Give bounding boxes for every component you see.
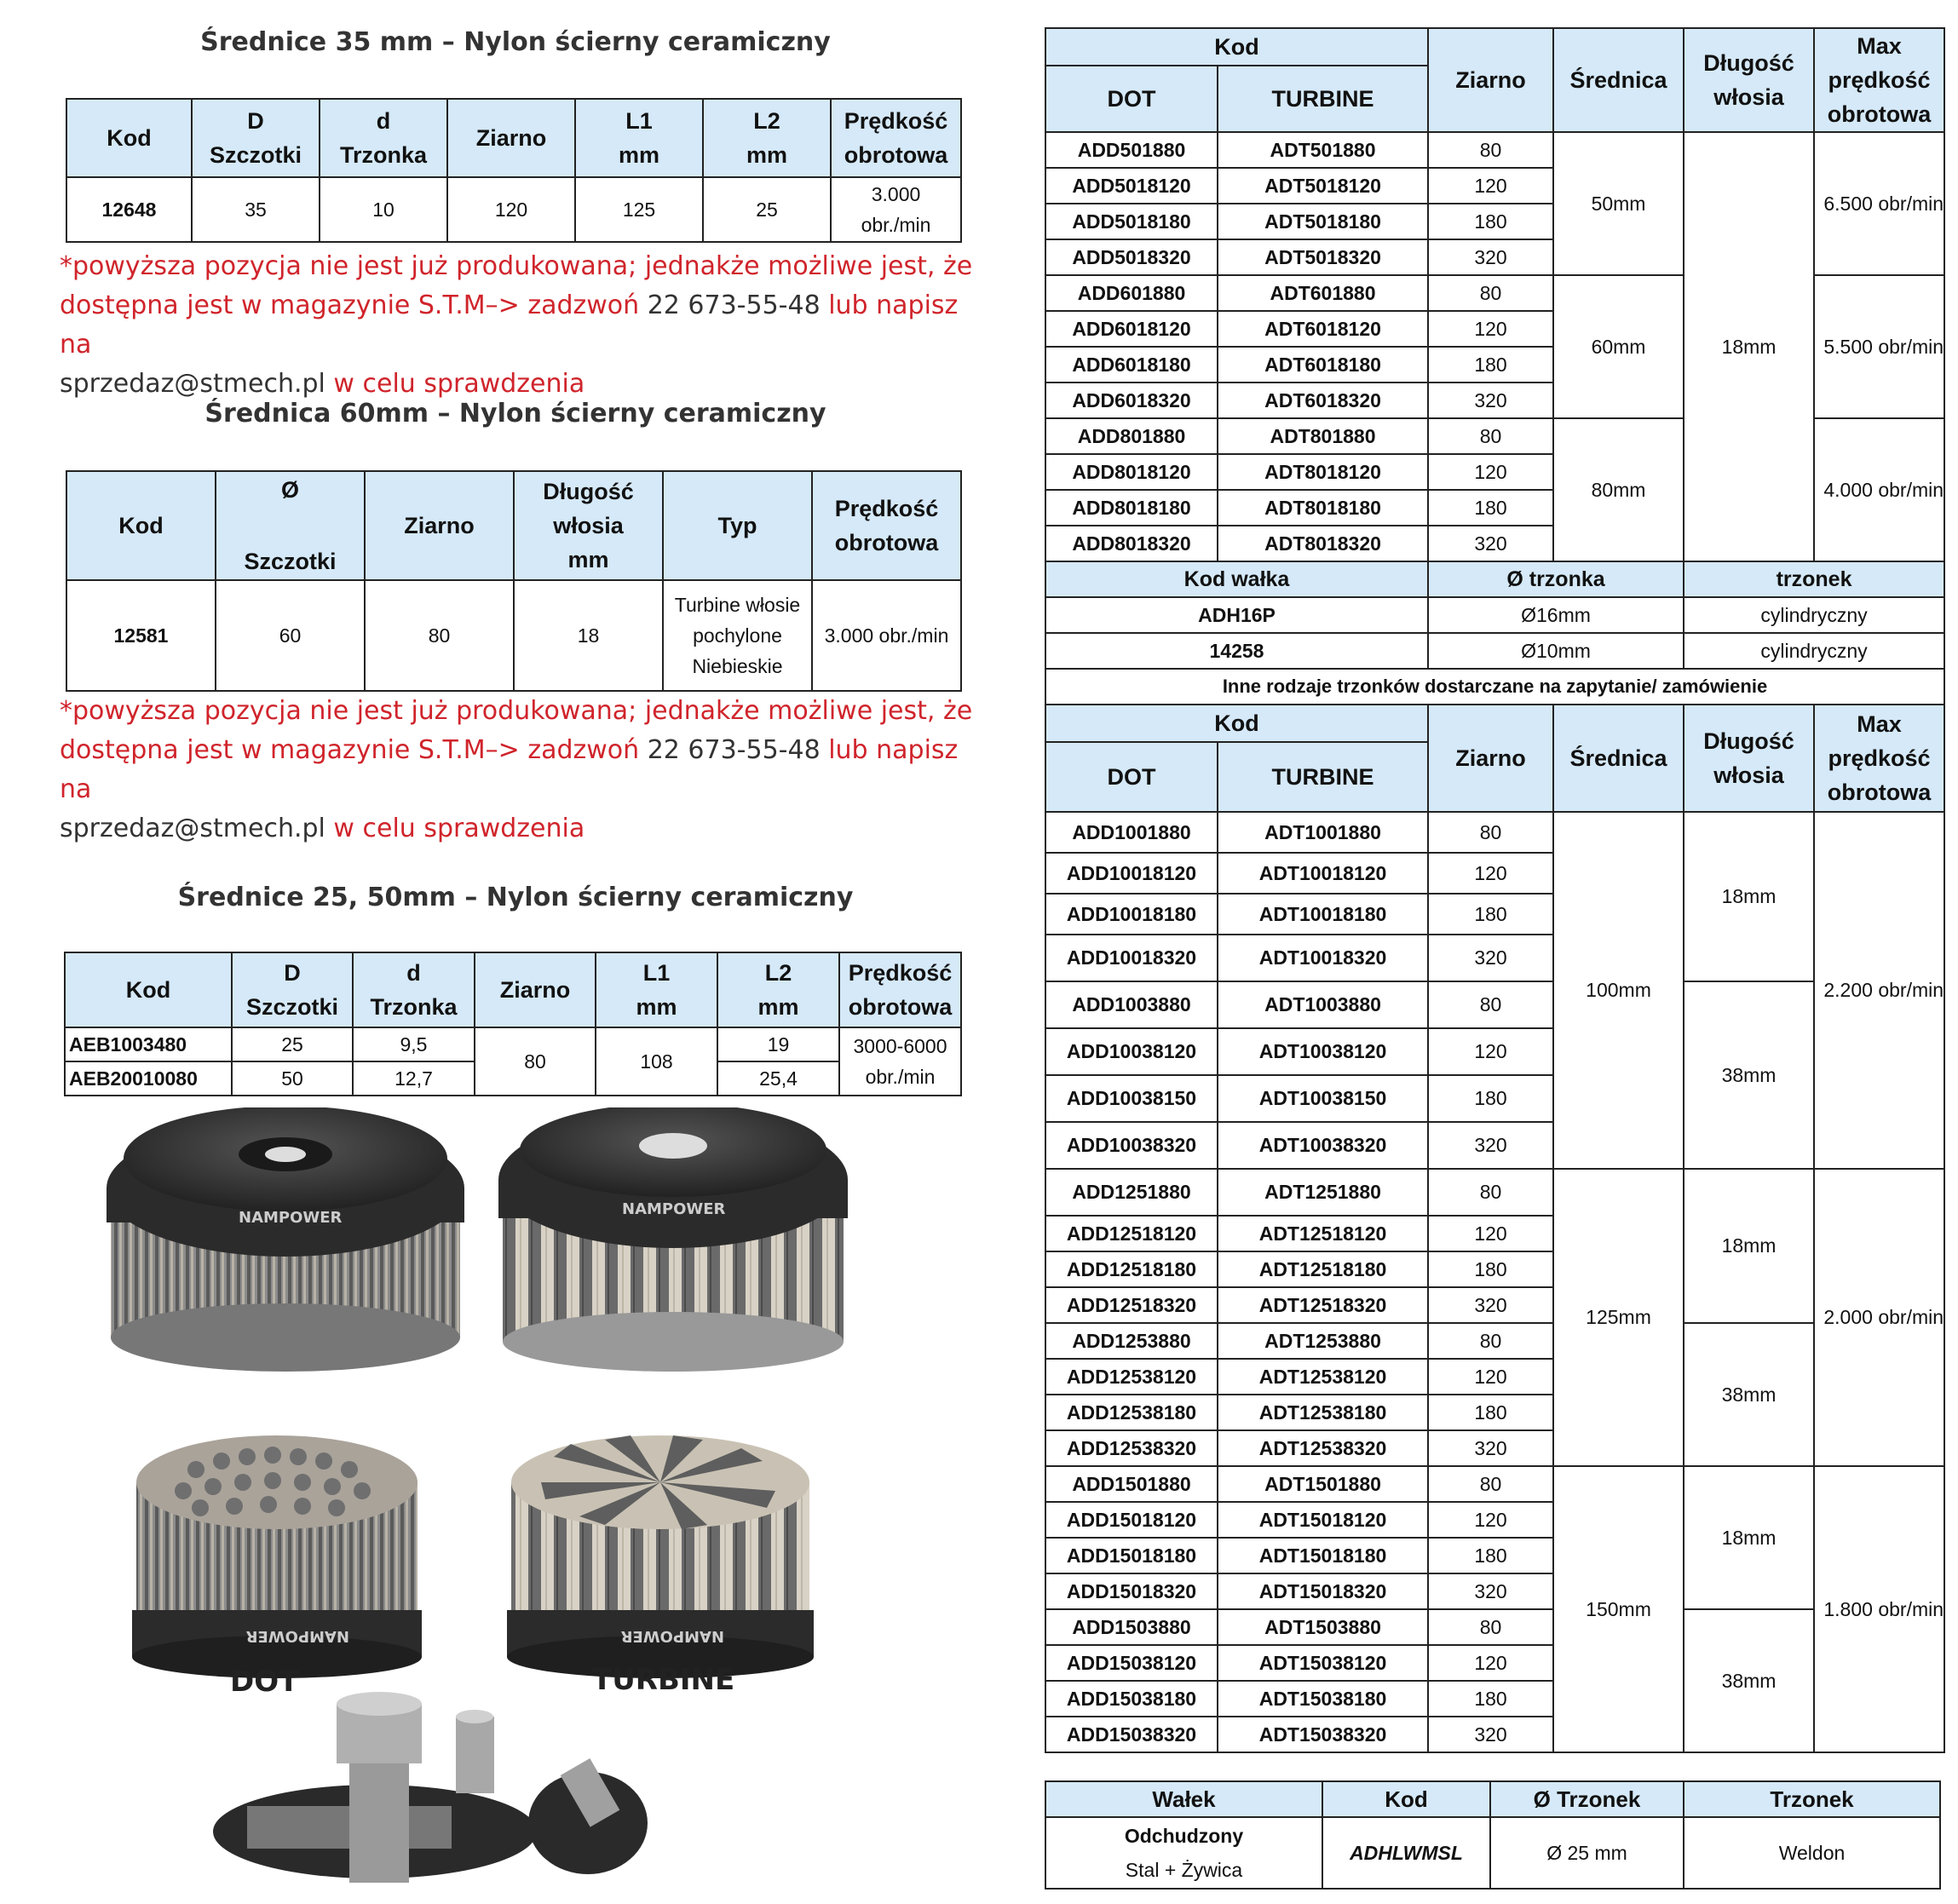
table-row <box>1045 132 1944 168</box>
cell-dot-code: ADD15018320 <box>1045 1573 1218 1609</box>
cell-turbine-code: ADT15018320 <box>1218 1573 1428 1609</box>
table-row <box>1045 812 1944 853</box>
cell-dot-code: ADD6018180 <box>1045 347 1218 383</box>
header-l2: L2 mm <box>703 99 831 177</box>
cell-ziarno: 180 <box>1428 490 1553 526</box>
cell-kod: AEB20010080 <box>65 1061 232 1096</box>
email-link[interactable]: sprzedaz@stmech.pl <box>60 814 325 843</box>
cell-dlugosc: 18 <box>514 580 663 691</box>
cell-ziarno: 80 <box>365 580 514 691</box>
header-kod: Kod <box>1045 28 1428 66</box>
cell-ziarno: 120 <box>1428 1502 1553 1538</box>
cell-kod: ADHLWMSL <box>1322 1817 1490 1889</box>
header-kod: Kod <box>66 99 192 177</box>
header-ziarno: Ziarno <box>1428 28 1553 132</box>
cell-dot-code: ADD8018180 <box>1045 490 1218 526</box>
cell-ziarno: 320 <box>1428 383 1553 418</box>
cell-ziarno: 80 <box>1428 812 1553 853</box>
cell-ziarno: 80 <box>1428 1466 1553 1502</box>
cell-ziarno: 320 <box>1428 526 1553 561</box>
cell-turbine-code: ADT6018180 <box>1218 347 1428 383</box>
cell-turbine-code: ADT15018180 <box>1218 1538 1428 1573</box>
dot-label: DOT <box>230 1665 299 1699</box>
cell-ziarno: 320 <box>1428 935 1553 981</box>
cell-turbine-code: ADT6018320 <box>1218 383 1428 418</box>
cell-turbine-code: ADT501880 <box>1218 132 1428 168</box>
cell-turbine-code: ADT15018120 <box>1218 1502 1428 1538</box>
cell-turbine-code: ADT1251880 <box>1218 1169 1428 1216</box>
cell-dot-code: ADD10038320 <box>1045 1122 1218 1169</box>
cell-dot-code: ADD12518180 <box>1045 1251 1218 1287</box>
cell-dot-code: ADD15038320 <box>1045 1717 1218 1752</box>
cell-dot-code: ADD1253880 <box>1045 1323 1218 1359</box>
table-row <box>1045 981 1944 1028</box>
cell-dot-code: ADD10018320 <box>1045 935 1218 981</box>
walek-typ: cylindryczny <box>1684 597 1944 633</box>
brush-dot-top-view <box>107 1107 464 1372</box>
cell-t: 12,7 <box>353 1061 475 1096</box>
walek-srednica: Ø16mm <box>1428 597 1684 633</box>
header-turbine: TURBINE <box>1218 742 1428 812</box>
cell-ziarno: 320 <box>1428 1430 1553 1466</box>
cell-trzonek: Weldon <box>1684 1817 1940 1889</box>
cell-srednica: 80mm <box>1553 418 1684 561</box>
cell-kod: 12581 <box>66 580 216 691</box>
cell-turbine-code: ADT6018120 <box>1218 311 1428 347</box>
cell-turbine-code: ADT1003880 <box>1218 981 1428 1028</box>
cell-dlugosc: 38mm <box>1684 1323 1814 1466</box>
cell-ziarno: 120 <box>1428 1028 1553 1075</box>
cell-dot-code: ADD601880 <box>1045 275 1218 311</box>
cell-dot-code: ADD1251880 <box>1045 1169 1218 1216</box>
cell-dot-code: ADD5018320 <box>1045 239 1218 275</box>
cell-dot-code: ADD12518320 <box>1045 1287 1218 1323</box>
product-photos <box>94 1107 878 1900</box>
cell-turbine-code: ADT8018320 <box>1218 526 1428 561</box>
cell-turbine-code: ADT12518180 <box>1218 1251 1428 1287</box>
cell-dlugosc: 38mm <box>1684 1609 1814 1752</box>
table-35mm <box>66 98 962 243</box>
cell-ziarno: 180 <box>1428 347 1553 383</box>
cell-ziarno: 320 <box>1428 239 1553 275</box>
cell-dot-code: ADD10038120 <box>1045 1028 1218 1075</box>
brush-dot-side-view <box>132 1435 422 1699</box>
turbine-label: TURBINE <box>592 1663 735 1697</box>
cell-ziarno: 80 <box>1428 1323 1553 1359</box>
cell-ziarno: 80 <box>1428 1169 1553 1216</box>
cell-dot-code: ADD8018120 <box>1045 454 1218 490</box>
svg-text:NAMPOWER: NAMPOWER <box>620 1627 724 1645</box>
cell-ziarno: 80 <box>1428 132 1553 168</box>
cell-dlugosc: 18mm <box>1684 812 1814 981</box>
header-o-trzonka: Ø trzonka <box>1428 561 1684 597</box>
cell-turbine-code: ADT12518320 <box>1218 1287 1428 1323</box>
cell-turbine-code: ADT10018120 <box>1218 853 1428 894</box>
table-right-main <box>1045 27 1945 1753</box>
brush-turbine-top-view <box>498 1107 848 1372</box>
cell-dot-code: ADD801880 <box>1045 418 1218 454</box>
cell-o-trzonek: Ø 25 mm <box>1490 1817 1684 1889</box>
cell-ziarno: 80 <box>1428 418 1553 454</box>
cell-turbine-code: ADT10038120 <box>1218 1028 1428 1075</box>
cell-walek: Odchudzony Stal + Żywica <box>1045 1817 1322 1889</box>
cell-ziarno: 320 <box>1428 1717 1553 1752</box>
cell-dot-code: ADD10018180 <box>1045 894 1218 935</box>
cell-ziarno: 80 <box>1428 981 1553 1028</box>
header-predkosc: Prędkość obrotowa <box>831 99 961 177</box>
cell-srednica: 125mm <box>1553 1169 1684 1466</box>
cell-o: 60 <box>216 580 365 691</box>
cell-turbine-code: ADT1001880 <box>1218 812 1428 853</box>
cell-t: 10 <box>320 177 447 242</box>
header-kod: Kod <box>1322 1781 1490 1817</box>
header-dot: DOT <box>1045 742 1218 812</box>
cell-turbine-code: ADT15038320 <box>1218 1717 1428 1752</box>
cell-max-speed: 2.000 obr/min <box>1814 1169 1944 1466</box>
cell-turbine-code: ADT10018320 <box>1218 935 1428 981</box>
header-ziarno: Ziarno <box>475 952 596 1027</box>
cell-turbine-code: ADT15038180 <box>1218 1681 1428 1717</box>
cell-max-speed: 6.500 obr/min <box>1814 132 1944 275</box>
cell-typ: Turbine włosie pochylone Niebieskie <box>663 580 812 691</box>
cell-turbine-code: ADT10038150 <box>1218 1075 1428 1122</box>
cell-ziarno: 120 <box>1428 1216 1553 1251</box>
header-kod: Kod <box>66 471 216 580</box>
walek-kod: 14258 <box>1045 633 1428 669</box>
cell-ziarno: 320 <box>1428 1122 1553 1169</box>
cell-dot-code: ADD12538180 <box>1045 1395 1218 1430</box>
cell-ziarno: 120 <box>447 177 575 242</box>
cell-dlugosc: 18mm <box>1684 1169 1814 1323</box>
cell-turbine-code: ADT12518120 <box>1218 1216 1428 1251</box>
cell-turbine-code: ADT1253880 <box>1218 1323 1428 1359</box>
cell-l1: 108 <box>596 1027 717 1096</box>
cell-dot-code: ADD1001880 <box>1045 812 1218 853</box>
cell-turbine-code: ADT15038120 <box>1218 1645 1428 1681</box>
cell-dot-code: ADD1501880 <box>1045 1466 1218 1502</box>
cell-turbine-code: ADT5018120 <box>1218 168 1428 204</box>
cell-predkosc: 3000-6000 obr./min <box>839 1027 961 1096</box>
section-title-35mm: Średnice 35 mm – Nylon ścierny ceramiczny <box>200 27 831 57</box>
header-max: Max prędkość obrotowa <box>1814 28 1944 132</box>
svg-text:NAMPOWER: NAMPOWER <box>245 1627 349 1645</box>
header-walek: Wałek <box>1045 1781 1322 1817</box>
cell-turbine-code: ADT1501880 <box>1218 1466 1428 1502</box>
cell-max-speed: 5.500 obr/min <box>1814 275 1944 418</box>
cell-ziarno: 120 <box>1428 853 1553 894</box>
cell-ziarno: 180 <box>1428 1538 1553 1573</box>
cell-l1: 125 <box>575 177 703 242</box>
cell-kod: 12648 <box>66 177 192 242</box>
cell-dot-code: ADD10018120 <box>1045 853 1218 894</box>
cell-l2: 25 <box>703 177 831 242</box>
cell-t: 9,5 <box>353 1027 475 1061</box>
walek-typ: cylindryczny <box>1684 633 1944 669</box>
header-d-szczotki: D Szczotki <box>192 99 320 177</box>
header-dlugosc: Długość włosia mm <box>514 471 663 580</box>
cell-d: 35 <box>192 177 320 242</box>
header-turbine: TURBINE <box>1218 66 1428 132</box>
shaft-adapter-image <box>213 1692 648 1883</box>
cell-max-speed: 2.200 obr/min <box>1814 812 1944 1169</box>
table-row <box>1045 1323 1944 1359</box>
cell-dlugosc: 18mm <box>1684 132 1814 561</box>
cell-srednica: 100mm <box>1553 812 1684 1169</box>
section-title-25-50mm: Średnice 25, 50mm – Nylon ścierny ceramiczny <box>177 883 854 912</box>
table-row <box>1045 1169 1944 1216</box>
cell-turbine-code: ADT12538180 <box>1218 1395 1428 1430</box>
header-kod: Kod <box>65 952 232 1027</box>
cell-predkosc: 3.000 obr./min <box>812 580 961 691</box>
cell-dot-code: ADD15038120 <box>1045 1645 1218 1681</box>
cell-dot-code: ADD6018320 <box>1045 383 1218 418</box>
cell-ziarno: 180 <box>1428 894 1553 935</box>
cell-dot-code: ADD12518120 <box>1045 1216 1218 1251</box>
cell-dot-code: ADD15018180 <box>1045 1538 1218 1573</box>
cell-kod: AEB1003480 <box>65 1027 232 1061</box>
svg-text:NAMPOWER: NAMPOWER <box>239 1209 343 1227</box>
header-l1: L1 mm <box>596 952 717 1027</box>
cell-ziarno: 320 <box>1428 1573 1553 1609</box>
header-d-trzonka: d Trzonka <box>320 99 447 177</box>
cell-turbine-code: ADT1503880 <box>1218 1609 1428 1645</box>
header-srednica: Średnica <box>1553 705 1684 812</box>
cell-l2: 19 <box>717 1027 839 1061</box>
cell-ziarno: 80 <box>1428 275 1553 311</box>
cell-max-speed: 4.000 obr/min <box>1814 418 1944 561</box>
header-ziarno: Ziarno <box>365 471 514 580</box>
cell-dot-code: ADD12538320 <box>1045 1430 1218 1466</box>
cell-ziarno: 120 <box>1428 1645 1553 1681</box>
header-trzonek: trzonek <box>1684 561 1944 597</box>
cell-ziarno: 180 <box>1428 1075 1553 1122</box>
cell-dlugosc: 38mm <box>1684 981 1814 1169</box>
cell-dot-code: ADD12538120 <box>1045 1359 1218 1395</box>
cell-srednica: 60mm <box>1553 275 1684 418</box>
walek-srednica: Ø10mm <box>1428 633 1684 669</box>
cell-srednica: 50mm <box>1553 132 1684 275</box>
cell-dot-code: ADD8018320 <box>1045 526 1218 561</box>
availability-note-2: *powyższa pozycja nie jest już produkowana; jednakże możliwe jest, że dostępna jest w magazynie S.T.M–> zadzwoń 22 673-55-48 lub napisz na sprzedaz@stmech.pl w celu sprawdzenia <box>60 696 973 843</box>
header-o-szczotki: Ø Szczotki <box>216 471 365 580</box>
inne-trzonki-note: Inne rodzaje trzonków dostarczane na zapytanie/ zamówienie <box>1045 669 1944 705</box>
cell-dot-code: ADD501880 <box>1045 132 1218 168</box>
header-max: Max prędkość obrotowa <box>1814 705 1944 812</box>
table-walek-odchudzony <box>1045 1780 1941 1890</box>
header-kod-walka: Kod wałka <box>1045 561 1428 597</box>
email-link[interactable]: sprzedaz@stmech.pl <box>60 369 325 399</box>
cell-dot-code: ADD10038150 <box>1045 1075 1218 1122</box>
table-row <box>1045 1609 1944 1645</box>
cell-ziarno: 180 <box>1428 1395 1553 1430</box>
cell-turbine-code: ADT8018180 <box>1218 490 1428 526</box>
walek-kod: ADH16P <box>1045 597 1428 633</box>
cell-ziarno: 120 <box>1428 311 1553 347</box>
header-d-szczotki: D Szczotki <box>232 952 353 1027</box>
header-dlugosc: Długość włosia <box>1684 705 1814 812</box>
cell-dot-code: ADD5018180 <box>1045 204 1218 239</box>
availability-note-1: *powyższa pozycja nie jest już produkowana; jednakże możliwe jest, że dostępna jest w magazynie S.T.M–> zadzwoń 22 673-55-48 lub napisz na sprzedaz@stmech.pl w celu sprawdzenia <box>60 251 973 399</box>
cell-dlugosc: 18mm <box>1684 1466 1814 1609</box>
cell-dot-code: ADD1503880 <box>1045 1609 1218 1645</box>
cell-turbine-code: ADT601880 <box>1218 275 1428 311</box>
cell-turbine-code: ADT12538120 <box>1218 1359 1428 1395</box>
cell-ziarno: 120 <box>1428 168 1553 204</box>
header-trzonek: Trzonek <box>1684 1781 1940 1817</box>
cell-ziarno: 80 <box>475 1027 596 1096</box>
cell-turbine-code: ADT8018120 <box>1218 454 1428 490</box>
cell-turbine-code: ADT5018320 <box>1218 239 1428 275</box>
header-predkosc: Prędkość obrotowa <box>839 952 961 1027</box>
cell-turbine-code: ADT10018180 <box>1218 894 1428 935</box>
header-kod: Kod <box>1045 705 1428 742</box>
cell-l2: 25,4 <box>717 1061 839 1096</box>
cell-dot-code: ADD5018120 <box>1045 168 1218 204</box>
table-row <box>1045 1466 1944 1502</box>
cell-ziarno: 120 <box>1428 1359 1553 1395</box>
cell-predkosc: 3.000 obr./min <box>831 177 961 242</box>
section-title-60mm: Średnica 60mm – Nylon ścierny ceramiczny <box>204 399 826 429</box>
cell-ziarno: 120 <box>1428 454 1553 490</box>
cell-d: 50 <box>232 1061 353 1096</box>
cell-turbine-code: ADT10038320 <box>1218 1122 1428 1169</box>
header-dot: DOT <box>1045 66 1218 132</box>
table-25-50mm <box>64 952 962 1096</box>
header-l2: L2 mm <box>717 952 839 1027</box>
cell-dot-code: ADD6018120 <box>1045 311 1218 347</box>
header-d-trzonka: d Trzonka <box>353 952 475 1027</box>
cell-dot-code: ADD1003880 <box>1045 981 1218 1028</box>
header-o-trzonek: Ø Trzonek <box>1490 1781 1684 1817</box>
cell-srednica: 150mm <box>1553 1466 1684 1752</box>
cell-ziarno: 320 <box>1428 1287 1553 1323</box>
cell-d: 25 <box>232 1027 353 1061</box>
cell-turbine-code: ADT12538320 <box>1218 1430 1428 1466</box>
table-60mm <box>66 470 962 692</box>
header-srednica: Średnica <box>1553 28 1684 132</box>
header-typ: Typ <box>663 471 812 580</box>
cell-max-speed: 1.800 obr/min <box>1814 1466 1944 1752</box>
cell-dot-code: ADD15018120 <box>1045 1502 1218 1538</box>
cell-ziarno: 180 <box>1428 1251 1553 1287</box>
header-l1: L1 mm <box>575 99 703 177</box>
cell-ziarno: 180 <box>1428 1681 1553 1717</box>
cell-turbine-code: ADT801880 <box>1218 418 1428 454</box>
cell-ziarno: 80 <box>1428 1609 1553 1645</box>
header-dlugosc: Długość włosia <box>1684 28 1814 132</box>
header-predkosc: Prędkość obrotowa <box>812 471 961 580</box>
svg-text:NAMPOWER: NAMPOWER <box>622 1200 726 1218</box>
header-ziarno: Ziarno <box>1428 705 1553 812</box>
cell-dot-code: ADD15038180 <box>1045 1681 1218 1717</box>
header-ziarno: Ziarno <box>447 99 575 177</box>
cell-ziarno: 180 <box>1428 204 1553 239</box>
brush-turbine-side-view <box>507 1435 814 1697</box>
cell-turbine-code: ADT5018180 <box>1218 204 1428 239</box>
